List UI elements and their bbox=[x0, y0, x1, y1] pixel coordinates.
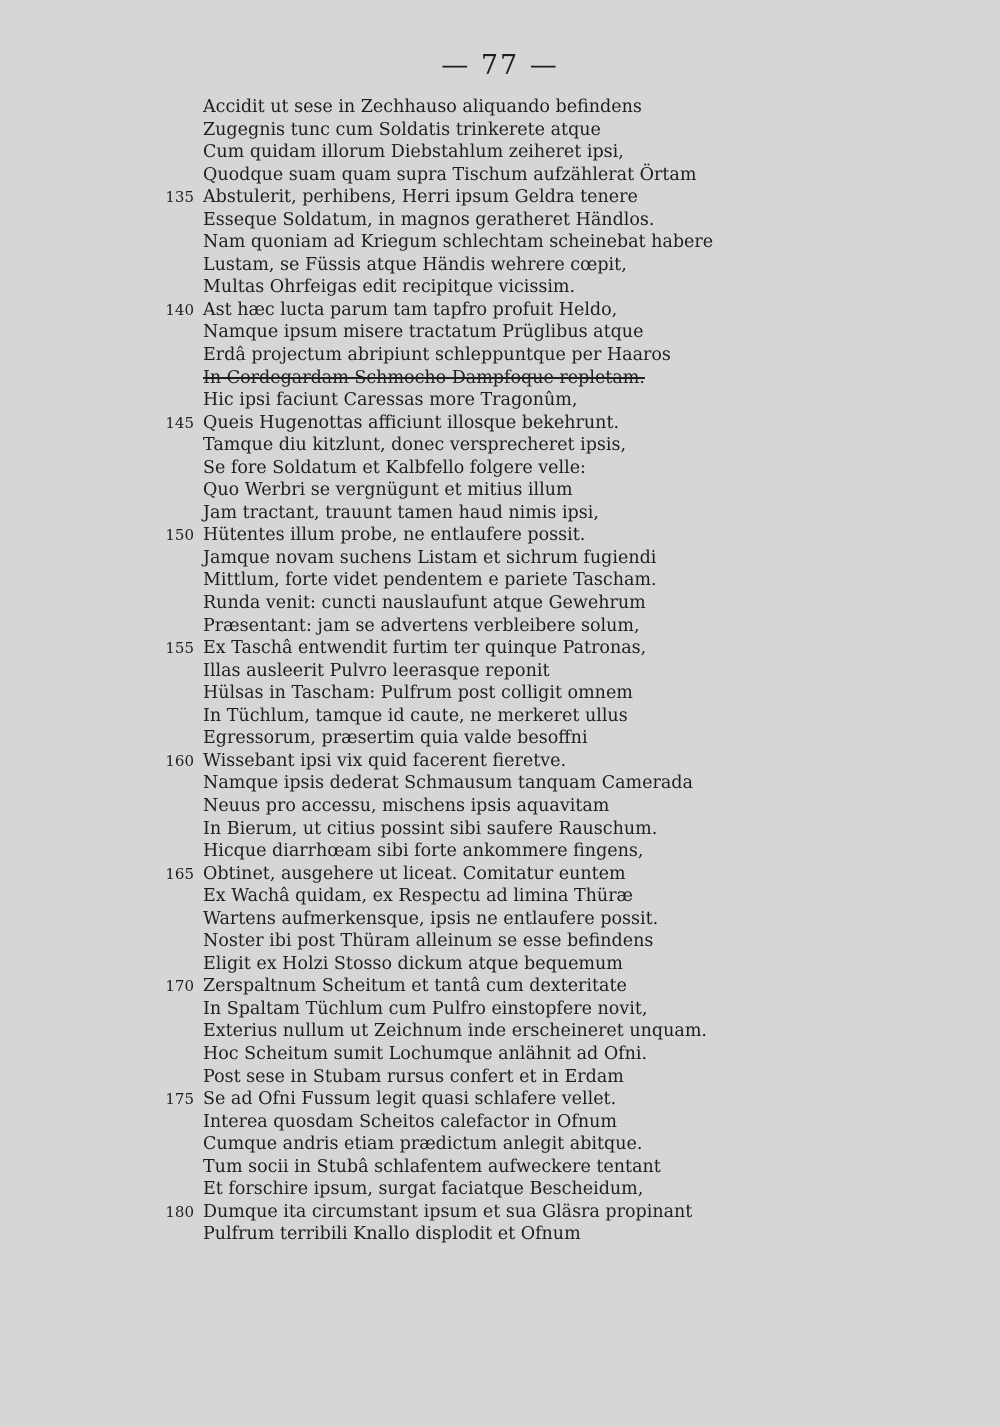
line-text: Queis Hugenottas afficiunt illosque bekehrunt. bbox=[203, 412, 620, 433]
line-number: 165 bbox=[165, 864, 194, 883]
line-text: In Bierum, ut citius possint sibi saufere Rauschum. bbox=[203, 818, 658, 839]
line-text: Dumque ita circumstant ipsum et sua Gläsra propinant bbox=[203, 1201, 693, 1222]
poem-line bbox=[0, 389, 1000, 412]
poem-line bbox=[0, 953, 1000, 976]
line-text: Illas ausleerit Pulvro leerasque reponit bbox=[203, 660, 550, 681]
line-text: Zugegnis tunc cum Soldatis trinkerete atque bbox=[203, 119, 601, 140]
line-text: Hic ipsi faciunt Caressas more Tragonûm, bbox=[203, 390, 578, 411]
poem-line bbox=[0, 908, 1000, 931]
poem-line bbox=[0, 276, 1000, 299]
line-number: 160 bbox=[165, 751, 194, 770]
line-text: Egressorum, præsertim quia valde besoffni bbox=[203, 728, 588, 749]
line-number: 155 bbox=[165, 639, 194, 658]
poem-line bbox=[0, 254, 1000, 277]
poem-line bbox=[0, 1156, 1000, 1179]
line-text: Præsentant: jam se advertens verbleibere solum, bbox=[203, 615, 640, 636]
line-text: Multas Ohrfeigas edit recipitque vicissim. bbox=[203, 277, 576, 298]
poem-line bbox=[0, 457, 1000, 480]
poem-line bbox=[0, 547, 1000, 570]
poem-line bbox=[0, 727, 1000, 750]
line-text: Namque ipsum misere tractatum Prüglibus atque bbox=[203, 322, 644, 343]
line-text: Zerspaltnum Scheitum et tantâ cum dexteritate bbox=[203, 976, 627, 997]
line-text: Namque ipsis dederat Schmausum tanquam Camerada bbox=[203, 773, 693, 794]
line-text: Pulfrum terribili Knallo displodit et Ofnum bbox=[203, 1224, 581, 1245]
poem-line bbox=[0, 96, 1000, 119]
line-text: Interea quosdam Scheitos calefactor in Ofnum bbox=[203, 1111, 617, 1132]
poem-line bbox=[0, 434, 1000, 457]
poem-line bbox=[0, 299, 1000, 322]
line-number: 170 bbox=[165, 977, 194, 996]
line-number: 145 bbox=[165, 413, 194, 432]
poem-line bbox=[0, 479, 1000, 502]
line-number: 135 bbox=[165, 188, 194, 207]
poem-line bbox=[0, 1020, 1000, 1043]
poem-line bbox=[0, 321, 1000, 344]
line-text: Jam tractant, trauunt tamen haud nimis ipsi, bbox=[203, 502, 599, 523]
poem-line bbox=[0, 818, 1000, 841]
poem-line bbox=[0, 164, 1000, 187]
line-text: Lustam, se Füssis atque Händis wehrere cœpit, bbox=[203, 254, 627, 275]
line-text: Erdâ projectum abripiunt schleppuntque per Haaros bbox=[203, 345, 671, 366]
line-text: Obtinet, ausgehere ut liceat. Comitatur euntem bbox=[203, 863, 626, 884]
line-text: Mittlum, forte videt pendentem e pariete Tascham. bbox=[203, 570, 657, 591]
line-number: 140 bbox=[165, 300, 194, 319]
line-text: Wissebant ipsi vix quid facerent fieretve. bbox=[203, 750, 567, 771]
poem-line bbox=[0, 1111, 1000, 1134]
line-text: Tum socii in Stubâ schlafentem aufweckere tentant bbox=[203, 1156, 661, 1177]
poem-line bbox=[0, 1223, 1000, 1246]
page-number: — 77 — bbox=[441, 50, 559, 81]
poem-line bbox=[0, 186, 1000, 209]
line-text: Hicque diarrhœam sibi forte ankommere fingens, bbox=[203, 841, 644, 862]
line-text: Se fore Soldatum et Kalbfello folgere velle: bbox=[203, 457, 586, 478]
line-text: Jamque novam suchens Listam et sichrum fugiendi bbox=[203, 547, 657, 568]
line-text: Accidit ut sese in Zechhauso aliquando befindens bbox=[203, 97, 642, 117]
poem-line bbox=[0, 885, 1000, 908]
poem-line bbox=[0, 772, 1000, 795]
poem-line bbox=[0, 524, 1000, 547]
poem-line bbox=[0, 569, 1000, 592]
poem-line bbox=[0, 863, 1000, 886]
line-text: Neuus pro accessu, mischens ipsis aquavitam bbox=[203, 795, 610, 816]
poem-line bbox=[0, 682, 1000, 705]
line-text: In Cordegardam Schmocho Dampfoque repletam. bbox=[203, 367, 645, 388]
line-text: Hoc Scheitum sumit Lochumque anlähnit ad Ofni. bbox=[203, 1043, 648, 1064]
poem-line bbox=[0, 502, 1000, 525]
poem-line bbox=[0, 660, 1000, 683]
line-number: 150 bbox=[165, 526, 194, 545]
poem-text bbox=[0, 96, 1000, 1246]
poem-line bbox=[0, 119, 1000, 142]
poem-line bbox=[0, 367, 1000, 390]
poem-line bbox=[0, 231, 1000, 254]
line-number: 180 bbox=[165, 1202, 194, 1221]
line-text: Noster ibi post Thüram alleinum se esse befindens bbox=[203, 931, 654, 952]
line-text: Se ad Ofni Fussum legit quasi schlafere vellet. bbox=[203, 1089, 617, 1110]
line-text: Quo Werbri se vergnügunt et mitius illum bbox=[203, 480, 573, 501]
line-text: Quodque suam quam supra Tischum aufzählerat Örtam bbox=[203, 164, 697, 185]
line-text: In Spaltam Tüchlum cum Pulfro einstopfere novit, bbox=[203, 998, 648, 1019]
line-text: Tamque diu kitzlunt, donec versprecheret ipsis, bbox=[203, 435, 627, 456]
poem-line bbox=[0, 1133, 1000, 1156]
line-text: Ex Wachâ quidam, ex Respectu ad limina Thüræ bbox=[203, 886, 634, 907]
poem-line bbox=[0, 1043, 1000, 1066]
poem-line bbox=[0, 998, 1000, 1021]
poem-line bbox=[0, 1178, 1000, 1201]
poem-line bbox=[0, 705, 1000, 728]
poem-line bbox=[0, 1088, 1000, 1111]
poem-line bbox=[0, 141, 1000, 164]
line-text: Hülsas in Tascham: Pulfrum post colligit omnem bbox=[203, 683, 633, 704]
line-text: Ast hæc lucta parum tam tapfro profuit Heldo, bbox=[203, 299, 618, 320]
poem-line bbox=[0, 975, 1000, 998]
poem-line bbox=[0, 209, 1000, 232]
poem-line bbox=[0, 840, 1000, 863]
line-text: In Tüchlum, tamque id caute, ne merkeret ullus bbox=[203, 705, 628, 726]
line-text: Eligit ex Holzi Stosso dickum atque bequemum bbox=[203, 953, 623, 974]
poem-line bbox=[0, 750, 1000, 773]
line-text: Nam quoniam ad Kriegum schlechtam scheinebat habere bbox=[203, 232, 714, 253]
line-text: Cum quidam illorum Diebstahlum zeiheret ipsi, bbox=[203, 142, 624, 163]
line-text: Post sese in Stubam rursus confert et in Erdam bbox=[203, 1066, 624, 1087]
poem-line bbox=[0, 637, 1000, 660]
line-text: Et forschire ipsum, surgat faciatque Bescheidum, bbox=[203, 1179, 644, 1200]
line-text: Abstulerit, perhibens, Herri ipsum Geldra tenere bbox=[203, 187, 638, 208]
poem-line bbox=[0, 1066, 1000, 1089]
poem-line bbox=[0, 930, 1000, 953]
line-number: 175 bbox=[165, 1090, 194, 1109]
line-text: Cumque andris etiam prædictum anlegit abitque. bbox=[203, 1134, 643, 1155]
line-text: Ex Taschâ entwendit furtim ter quinque Patronas, bbox=[203, 638, 647, 659]
poem-line bbox=[0, 615, 1000, 638]
line-text: Runda venit: cuncti nauslaufunt atque Gewehrum bbox=[203, 593, 646, 614]
poem-line bbox=[0, 592, 1000, 615]
line-text: Exterius nullum ut Zeichnum inde erscheineret unquam. bbox=[203, 1021, 707, 1042]
line-text: Wartens aufmerkensque, ipsis ne entlaufere possit. bbox=[203, 908, 659, 929]
poem-line bbox=[0, 795, 1000, 818]
line-text: Hütentes illum probe, ne entlaufere possit. bbox=[203, 525, 586, 546]
poem-line bbox=[0, 344, 1000, 367]
line-text: Esseque Soldatum, in magnos geratheret Händlos. bbox=[203, 209, 655, 230]
poem-line bbox=[0, 412, 1000, 435]
poem-line bbox=[0, 1201, 1000, 1224]
